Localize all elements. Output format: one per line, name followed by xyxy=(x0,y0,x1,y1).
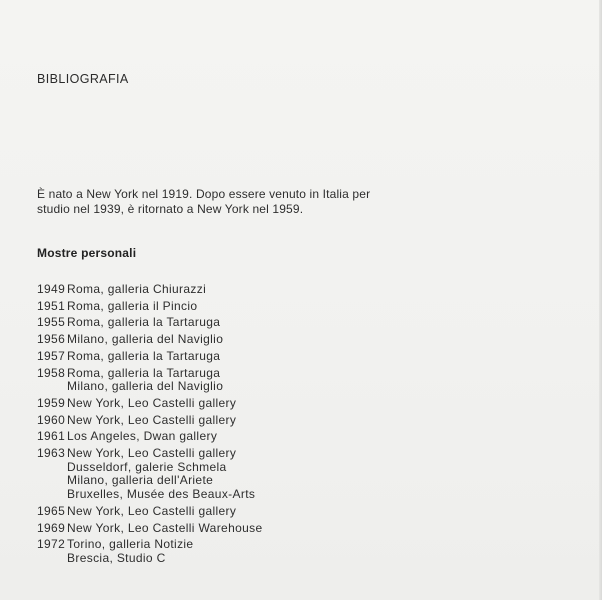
exhibition-entry xyxy=(37,522,263,536)
exhibition-venue: Milano, galleria del Naviglio xyxy=(67,379,224,394)
exhibition-year: 1956 xyxy=(37,332,66,347)
exhibition-venues xyxy=(67,522,263,536)
exhibition-venue: Dusseldorf, galerie Schmela xyxy=(67,459,227,474)
exhibition-year: 1969 xyxy=(37,520,66,535)
exhibition-year: 1949 xyxy=(37,282,66,296)
exhibition-venue: Roma, galleria la Tartaruga xyxy=(67,348,221,363)
exhibition-year: 1960 xyxy=(37,412,66,427)
exhibition-venues xyxy=(67,367,223,394)
exhibition-venue: Los Angeles, Dwan gallery xyxy=(67,429,218,444)
exhibition-venue: Roma, galleria la Tartaruga xyxy=(67,315,221,330)
exhibition-venue: Milano, galleria dell'Ariete xyxy=(67,473,214,488)
section-title: Mostre personali xyxy=(37,246,137,260)
exhibition-venue: Milano, galleria del Naviglio xyxy=(67,332,224,347)
exhibition-year: 1957 xyxy=(37,348,66,363)
exhibition-year: 1955 xyxy=(37,315,66,330)
exhibition-venue: Roma, galleria Chiurazzi xyxy=(67,282,207,296)
exhibition-venue: New York, Leo Castelli gallery xyxy=(67,412,237,427)
exhibition-year: 1958 xyxy=(37,365,66,380)
intro-line: È nato a New York nel 1919. Dopo essere venuto in Italia per xyxy=(37,187,371,201)
exhibition-year: 1963 xyxy=(37,446,66,461)
exhibition-venues xyxy=(67,414,236,428)
exhibition-venue: Bruxelles, Musée des Beaux-Arts xyxy=(67,487,256,502)
exhibition-venue: Torino, galleria Notizie xyxy=(67,537,194,552)
exhibition-entry xyxy=(37,505,263,519)
intro-paragraph xyxy=(37,187,397,217)
exhibition-year: 1951 xyxy=(37,298,66,313)
exhibition-entry xyxy=(37,300,263,314)
exhibition-venue: New York, Leo Castelli gallery xyxy=(67,446,237,461)
exhibition-venue: Roma, galleria il Pincio xyxy=(67,298,198,313)
exhibition-entry xyxy=(37,333,263,347)
exhibition-venues xyxy=(67,283,206,297)
exhibition-entry xyxy=(37,447,263,502)
exhibition-venue: Brescia, Studio C xyxy=(67,550,166,565)
exhibition-venues xyxy=(67,316,220,330)
exhibition-venues xyxy=(67,538,193,565)
exhibition-entry xyxy=(37,350,263,364)
exhibition-entry xyxy=(37,538,263,565)
exhibition-entry xyxy=(37,367,263,394)
exhibition-entry xyxy=(37,414,263,428)
exhibition-venues xyxy=(67,447,255,502)
exhibition-venues xyxy=(67,397,236,411)
exhibition-venues xyxy=(67,300,197,314)
exhibition-year: 1972 xyxy=(37,537,66,552)
exhibition-year: 1965 xyxy=(37,503,66,518)
exhibition-entry xyxy=(37,430,263,444)
exhibition-venues xyxy=(67,350,220,364)
exhibition-venue: New York, Leo Castelli Warehouse xyxy=(67,520,263,535)
exhibition-venues xyxy=(67,333,223,347)
exhibition-list xyxy=(37,283,263,569)
exhibition-entry xyxy=(37,283,263,297)
exhibition-venue: Roma, galleria la Tartaruga xyxy=(67,365,221,380)
exhibition-venues xyxy=(67,430,217,444)
page-heading: BIBLIOGRAFIA xyxy=(37,72,129,86)
exhibition-entry xyxy=(37,316,263,330)
exhibition-year: 1959 xyxy=(37,395,66,410)
exhibition-venue: New York, Leo Castelli gallery xyxy=(67,395,237,410)
exhibition-year: 1961 xyxy=(37,429,66,444)
intro-line: studio nel 1939, è ritornato a New York nel 1959. xyxy=(37,202,304,216)
exhibition-venue: New York, Leo Castelli gallery xyxy=(67,503,237,518)
exhibition-entry xyxy=(37,397,263,411)
exhibition-venues xyxy=(67,505,236,519)
